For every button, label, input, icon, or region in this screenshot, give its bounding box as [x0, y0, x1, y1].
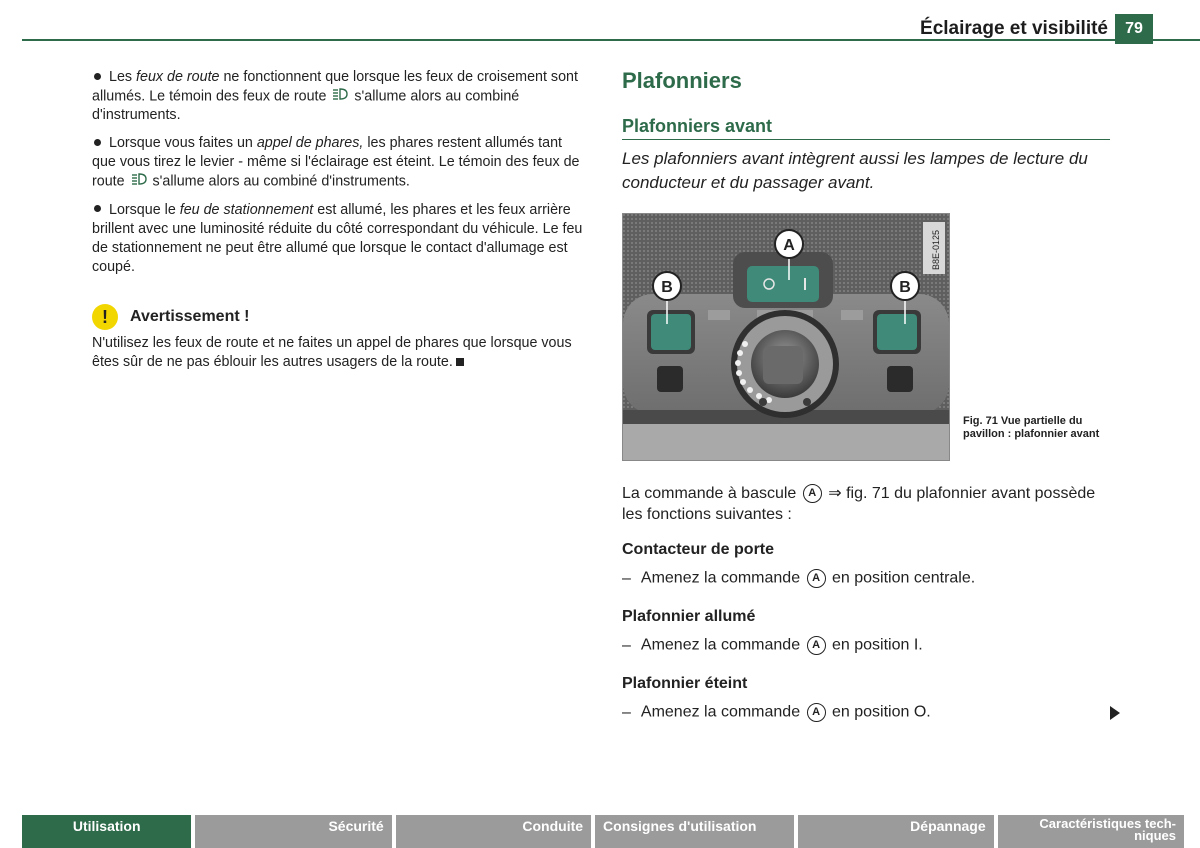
- step-contacteur-de-porte: [622, 569, 975, 588]
- text: Amenez la commande: [640, 569, 805, 587]
- figure-caption: Fig. 71 Vue partielle du pavillon : plafonnier avant: [963, 415, 1100, 440]
- text: Amenez la commande: [640, 636, 805, 654]
- dash: –: [622, 636, 631, 654]
- intro-text: Les plafonniers avant intègrent aussi les lampes de lecture du conducteur et du passager avant.: [622, 149, 1088, 192]
- control-a-icon: A: [807, 703, 826, 722]
- page-number: 79: [1115, 14, 1153, 44]
- tab-label-line1: Caractéristiques tech-: [1039, 816, 1176, 831]
- figure-code: B8E-0125: [931, 229, 941, 270]
- heading-plafonnier-allume: Plafonnier allumé: [622, 608, 756, 625]
- figure-front-dome-light: [622, 213, 950, 461]
- paragraph-commande: [622, 483, 1102, 525]
- text: s'allume alors au combiné d'instruments.: [148, 173, 410, 190]
- left-column: [92, 68, 584, 372]
- tab-caracteristiques-techniques[interactable]: [998, 815, 1184, 848]
- emphasis: feux de route: [136, 69, 220, 85]
- heading-plafonnier-eteint: Plafonnier éteint: [622, 675, 748, 692]
- section-title: Plafonniers: [622, 68, 742, 93]
- control-a-icon: A: [807, 569, 826, 588]
- emphasis: feu de stationnement: [179, 201, 314, 218]
- subsection-title: Plafonniers avant: [622, 116, 773, 136]
- warning-heading: [92, 304, 584, 330]
- warning-body: [92, 334, 584, 372]
- text: en position centrale.: [827, 569, 976, 587]
- bullet-dot: [94, 205, 101, 212]
- text: Les: [109, 69, 137, 85]
- bullet-feu-de-stationnement: [92, 201, 584, 277]
- warning-icon: !: [92, 304, 118, 330]
- control-a-icon: A: [803, 484, 822, 503]
- high-beam-icon: [131, 172, 147, 191]
- bullet-dot: [94, 139, 101, 146]
- continue-arrow-icon: [1110, 706, 1120, 720]
- dash: –: [622, 703, 631, 721]
- high-beam-icon: [332, 87, 348, 106]
- bullet-feux-de-route: [92, 68, 584, 125]
- text: en position O.: [827, 703, 931, 721]
- chapter-title: Éclairage et visibilité: [920, 18, 1108, 39]
- end-of-section-icon: [456, 358, 464, 366]
- text: est allumé, les phares et les feux arrière brillent avec une luminosité réduite du côté correspondant du véhicule. Le feu de stationnement ne peut être allumé que lorsque le contact d'allumage est coupé.: [92, 201, 583, 275]
- text: Amenez la commande: [640, 703, 805, 721]
- text: ⇒ fig. 71 du plafonnier avant possède les fonctions suivantes :: [622, 485, 1096, 523]
- tab-utilisation[interactable]: Utilisation: [22, 815, 191, 848]
- subsection-rule: [622, 139, 1110, 140]
- warning-text: N'utilisez les feux de route et ne faites un appel de phares que lorsque vous êtes sûr de ne pas éblouir les autres usagers de la route.: [92, 334, 572, 370]
- text: La commande à bascule: [622, 485, 801, 502]
- text: les phares restent allumés tant que vous tirez le levier - même si l'éclairage est éteint. Le témoin des feux de route: [92, 135, 580, 190]
- warning-title: Avertissement !: [130, 308, 250, 326]
- bullet-appel-de-phares: [92, 134, 584, 191]
- step-plafonnier-eteint: [622, 703, 931, 722]
- text: Lorsque vous faites un: [109, 135, 257, 152]
- label-a: A: [783, 237, 795, 254]
- tab-consignes-d-utilisation[interactable]: Consignes d'utilisation: [595, 815, 794, 848]
- tab-depannage[interactable]: Dépannage: [798, 815, 993, 848]
- text: s'allume alors au combiné d'instruments.: [92, 88, 520, 124]
- heading-contacteur-de-porte: Contacteur de porte: [622, 541, 775, 558]
- footer-nav: [22, 815, 1184, 848]
- dome-light-illustration: [623, 214, 949, 460]
- bullet-dot: [94, 73, 101, 80]
- text: en position I.: [827, 636, 923, 654]
- control-a-icon: A: [807, 636, 826, 655]
- label-b-right: B: [899, 279, 911, 296]
- label-b-left: B: [661, 279, 673, 296]
- text: ne fonctionnent que lorsque les feux de croisement sont allumés. Le témoin des feux de route: [92, 69, 578, 105]
- dash: –: [622, 569, 631, 587]
- tab-conduite[interactable]: Conduite: [396, 815, 591, 848]
- emphasis: appel de phares,: [256, 135, 364, 152]
- tab-securite[interactable]: Sécurité: [195, 815, 391, 848]
- tab-label-line2: niques: [1134, 828, 1176, 843]
- text: Lorsque le: [109, 201, 180, 218]
- step-plafonnier-allume: [622, 636, 923, 655]
- header-rule: [22, 39, 1200, 41]
